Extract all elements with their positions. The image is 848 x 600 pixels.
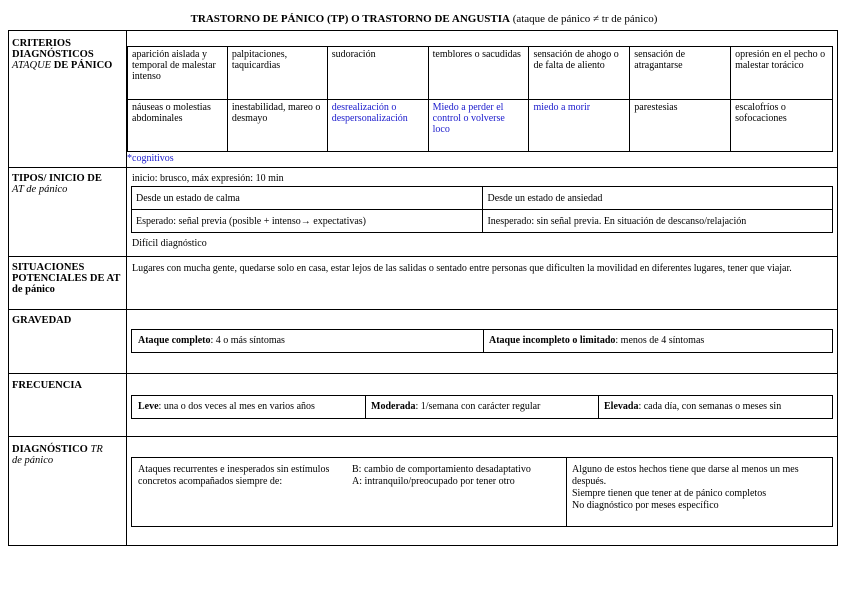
diagnostico-label-italic: de pánico: [12, 455, 54, 466]
situaciones-label: SITUACIONES POTENCIALES DE AT de pánico: [12, 262, 121, 295]
symptom-cell: escalofríos o sofocaciones: [731, 100, 833, 152]
symptoms-row-2: [128, 100, 833, 152]
frecuencia-elevada-desc: : cada día, con semanas o meses sin: [638, 401, 782, 412]
symptom-cell: opresión en el pecho o malestar torácico: [731, 47, 833, 100]
frecuencia-leve-term: Leve: [138, 401, 159, 412]
symptom-cell-cognitive: Miedo a perder el control o volverse loco: [428, 100, 529, 152]
row-divider-3: [8, 309, 838, 310]
criterios-label-italic: ATAQUE: [12, 60, 52, 71]
symptom-cell: sudoración: [327, 47, 428, 100]
diagnostico-condicion-3: No diagnóstico por meses específico: [572, 500, 719, 511]
row-divider-5: [8, 436, 838, 437]
symptom-cell-cognitive: miedo a morir: [529, 100, 630, 152]
frecuencia-leve: [132, 396, 365, 418]
diagnostico-box: [131, 457, 833, 527]
situaciones-text: Lugares con mucha gente, quedarse solo en casa, estar lejos de las salidas o sentado entre personas que dificulten la movilidad en diferentes lugares, tener que viajar.: [132, 263, 792, 274]
tipos-esperado: Esperado: señal previa (posible + intenso→ expectativas): [132, 210, 483, 233]
symptom-cell-cognitive: desrealización o despersonalización: [327, 100, 428, 152]
page-title: [0, 13, 848, 25]
diagnostico-criterio-b: B: cambio de comportamiento desadaptativo: [352, 464, 531, 475]
frecuencia-label: FRECUENCIA: [12, 380, 83, 391]
symptom-cell: parestesias: [630, 100, 731, 152]
row-divider-1: [8, 167, 838, 168]
symptom-cell: inestabilidad, mareo o desmayo: [227, 100, 327, 152]
frecuencia-box: [131, 395, 833, 419]
row-divider-2: [8, 256, 838, 257]
criterios-label-end: DE PÁNICO: [51, 60, 113, 71]
gravedad-incompleto-desc: : menos de 4 síntomas: [615, 335, 705, 346]
title-note: (ataque de pánico ≠ tr de pánico): [509, 13, 658, 25]
gravedad-completo-term: Ataque completo: [138, 335, 211, 346]
symptom-cell: sensación de ahogo o de falta de aliento: [529, 47, 630, 100]
tipos-label-main: TIPOS/ INICIO DE: [12, 173, 102, 184]
diagnostico-condicion-2: Siempre tienen que tener at de pánico completos: [572, 488, 767, 499]
gravedad-box: [131, 329, 833, 353]
gravedad-incompleto: [483, 330, 832, 352]
criterios-label: [12, 38, 124, 71]
symptom-cell: palpitaciones, taquicardias: [227, 47, 327, 100]
tipos-calma: Desde un estado de calma: [132, 187, 483, 210]
frecuencia-moderada-desc: : 1/semana con carácter regular: [415, 401, 541, 412]
frecuencia-elevada-term: Elevada: [604, 401, 639, 412]
gravedad-completo-desc: : 4 o más síntomas: [210, 335, 285, 346]
tipos-label: [12, 173, 124, 195]
symptom-cell: temblores o sacudidas: [428, 47, 529, 100]
diagnostico-ataques: Ataques recurrentes e inesperados sin estímulos concretos acompañados siempre de:: [138, 464, 330, 487]
symptom-cell: aparición aislada y temporal de malestar intenso: [128, 47, 228, 100]
diagnostico-label: [12, 444, 124, 466]
tipos-grid: [131, 186, 833, 233]
gravedad-completo: [132, 330, 483, 352]
diagnostico-criterio-a: A: intranquilo/preocupado por tener otro: [352, 476, 515, 487]
title-main: TRASTORNO DE PÁNICO (TP) O TRASTORNO DE ANGUSTIA: [190, 13, 510, 25]
diagnostico-condicion-1: Alguno de estos hechos tiene que darse al menos un mes después.: [572, 464, 799, 487]
symptoms-row-1: [128, 47, 833, 100]
gravedad-incompleto-term: Ataque incompleto o limitado: [489, 335, 616, 346]
cognitivos-footnote: *cognitivos: [127, 153, 174, 164]
symptoms-grid: [127, 46, 833, 152]
tipos-inesperado: Inesperado: sin señal previa. En situación de descanso/relajación: [483, 210, 833, 233]
frecuencia-leve-desc: : una o dos veces al mes en varios años: [158, 401, 315, 412]
diagnostico-condiciones: [566, 458, 832, 526]
tipos-intro: inicio: brusco, máx expresión: 10 min: [132, 173, 284, 184]
criterios-label-main: CRITERIOS DIAGNÓSTICOS: [12, 38, 94, 60]
frecuencia-elevada: [598, 396, 832, 418]
diagnostico-criterios: [346, 458, 566, 526]
tipos-dificil: Difícil diagnóstico: [132, 238, 207, 249]
frecuencia-moderada: [365, 396, 598, 418]
gravedad-label: GRAVEDAD: [12, 315, 72, 326]
row-divider-4: [8, 373, 838, 374]
frecuencia-moderada-term: Moderada: [371, 401, 416, 412]
diagnostico-label-main: DIAGNÓSTICO: [12, 444, 88, 455]
tipos-label-italic: AT de pánico: [12, 184, 68, 195]
symptom-cell: sensación de atragantarse: [630, 47, 731, 100]
symptom-cell: náuseas o molestias abdominales: [128, 100, 228, 152]
tipos-ansiedad: Desde un estado de ansiedad: [483, 187, 833, 210]
diagnostico-label-tr: TR: [87, 444, 103, 455]
